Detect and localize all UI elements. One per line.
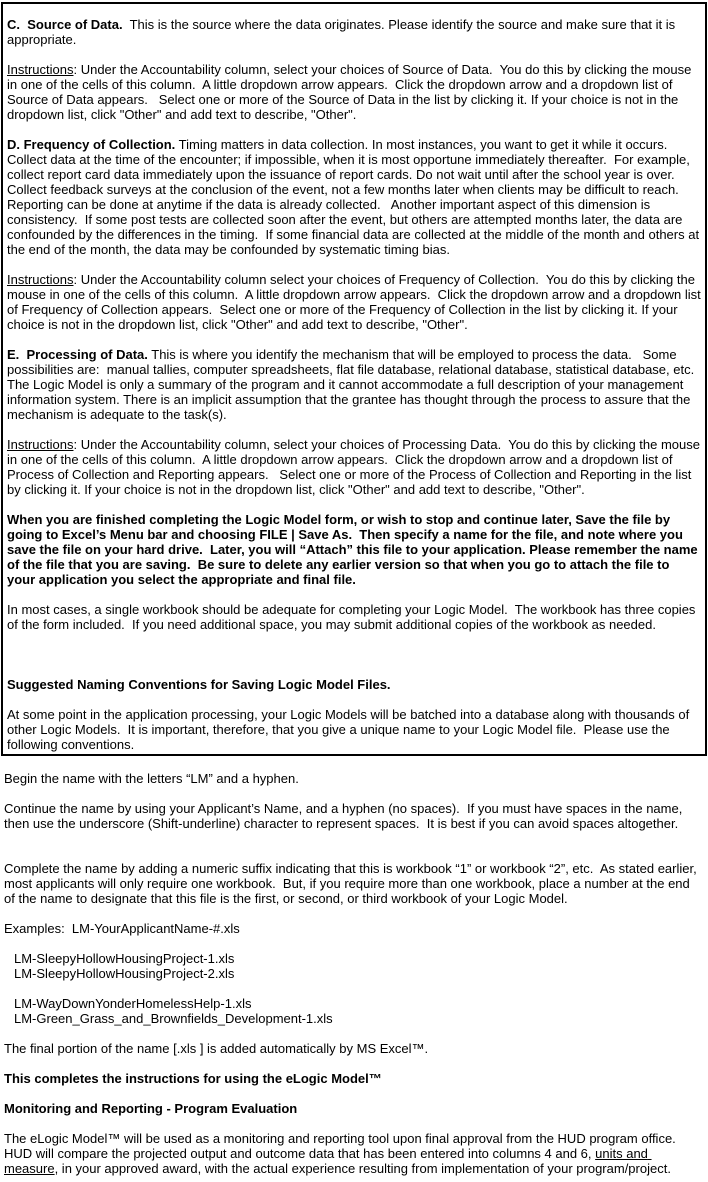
heading-monitoring-reporting-text-0: Monitoring and Reporting - Program Evaluation <box>4 1101 298 1116</box>
instructions-box <box>1 2 707 756</box>
para-d-frequency-of-collection <box>7 137 701 257</box>
para-complete-name <box>4 861 704 906</box>
para-e-processing-of-data-text-1: This is where you identify the mechanism that will be employed to process the data. Some possibilities are: manual tallies, computer spreadsheets, flat file database, relational database, statistical database, etc. The Logic Model is only a summary of the program and it cannot accommodate a full description of your management information system. There is an implicit assumption that the grantee has thought through the process to assure that the mechanism is adequate to the task(s). <box>7 347 702 422</box>
para-d-instructions-text-1: : Under the Accountability column select your choices of Frequency of Collection. You do this by clicking the mouse in one of the cells of this column. A little dropdown arrow appears. Click the dropdown arrow and a dropdown list of Frequency of Collection appears. Select one or more of the Frequency of Collection in the list by clicking it. If your choice is not in the dropdown list, click "Other" and add text to describe, "Other". <box>7 272 705 332</box>
example-file-4-text-0: LM-Green_Grass_and_Brownfields_Development-1.xls <box>14 1011 333 1026</box>
example-file-4 <box>4 1011 704 1026</box>
para-save-file-notice <box>7 512 701 587</box>
para-batched-database-text-0: At some point in the application processing, your Logic Models will be batched into a database along with thousands of other Logic Models. It is important, therefore, that you give a unique name to your Logic Model file. Please use the following conventions. <box>7 707 693 752</box>
para-monitoring-body-text-2: , in your approved award, with the actual experience resulting from implementation of your program/project. <box>54 1161 671 1176</box>
para-monitoring-body-text-0: The eLogic Model™ will be used as a monitoring and reporting tool upon final approval from the HUD program office. HUD will compare the projected output and outcome data that has been entered into columns 4 and 6, <box>4 1131 680 1161</box>
para-c-source-of-data <box>7 17 701 47</box>
para-c-instructions-text-0: Instructions <box>7 62 74 77</box>
para-c-source-of-data-text-1: This is the source where the data originates. Please identify the source and make sure that it is appropriate. <box>7 17 679 47</box>
heading-completes-instructions <box>4 1071 704 1086</box>
para-single-workbook-text-0: In most cases, a single workbook should be adequate for completing your Logic Model. The workbook has three copies of the form included. If you need additional space, you may submit additional copies of the workbook as needed. <box>7 602 700 632</box>
para-d-frequency-of-collection-text-0: D. Frequency of Collection. <box>7 137 176 152</box>
para-d-instructions-text-0: Instructions <box>7 272 74 287</box>
document-page <box>0 2 708 1176</box>
para-save-file-notice-text-0: When you are finished completing the Logic Model form, or wish to stop and continue later, Save the file by going to Excel’s Menu bar and choosing FILE | Save As. Then specify a name for the file, and note where you save the file on your hard drive. Later, you will “Attach” this file to your application. Please remember the name of the file that you are saving. Be sure to delete any earlier version so that when you go to attach the file to your application you select the appropriate and final file. <box>7 512 702 587</box>
para-d-frequency-of-collection-text-1: Timing matters in data collection. In most instances, you want to get it while it occurs. Collect data at the time of the encounter; if impossible, when it is most opportune immediately thereafter. For example, collect report card data immediately upon the issuance of report cards. Do not wait until after the school year is over. Collect feedback surveys at the conclusion of the event, not a few months later when clients may be difficult to reach. Reporting can be done at anytime if the data is already collected. Another important aspect of this dimension is consistency. If some post tests are collected soon after the event, but others are attempted months later, the data are confounded by the differences in the timing. If some financial data are collected at the middle of the month and others at the end of the month, the data may be confounded by systematic timing bias. <box>7 137 703 257</box>
para-complete-name-text-0: Complete the name by adding a numeric suffix indicating that this is workbook “1” or workbook “2”, etc. As stated earlier, most applicants will only require one workbook. But, if you require more than one workbook, place a number at the end of the name to designate that this file is the first, or second, or third workbook of your Logic Model. <box>4 861 701 906</box>
para-begin-name-text-0: Begin the name with the letters “LM” and a hyphen. <box>4 771 299 786</box>
example-file-2-text-0: LM-SleepyHollowHousingProject-2.xls <box>14 966 235 981</box>
para-e-instructions <box>7 437 704 497</box>
example-file-3 <box>4 996 704 1011</box>
para-examples-text-0: Examples: LM-YourApplicantName-#.xls <box>4 921 240 936</box>
heading-completes-instructions-text-0: This completes the instructions for using the eLogic Model™ <box>4 1071 382 1086</box>
para-continue-name-text-0: Continue the name by using your Applicant’s Name, and a hyphen (no spaces). If you must have spaces in the name, then use the underscore (Shift-underline) character to represent spaces. It is best if you can avoid spaces altogether. <box>4 801 686 831</box>
para-begin-name <box>4 771 704 786</box>
para-c-instructions-text-1: : Under the Accountability column, select your choices of Source of Data. You do this by clicking the mouse in one of the cells of this column. A little dropdown arrow appears. Click the dropdown arrow and a dropdown list of Source of Data appears. Select one or more of the Source of Data in the list by clicking it. If your choice is not in the dropdown list, click "Other" and add text to describe, "Other". <box>7 62 695 122</box>
para-e-instructions-text-0: Instructions <box>7 437 74 452</box>
para-batched-database <box>7 707 701 752</box>
heading-naming-conventions <box>7 677 701 692</box>
example-file-1-text-0: LM-SleepyHollowHousingProject-1.xls <box>14 951 235 966</box>
para-monitoring-body-text-1: units and measure <box>4 1146 652 1176</box>
naming-conventions-below <box>0 771 708 1176</box>
heading-naming-conventions-text-0: Suggested Naming Conventions for Saving Logic Model Files. <box>7 677 391 692</box>
para-e-processing-of-data <box>7 347 701 422</box>
example-file-2 <box>4 966 704 981</box>
example-file-1 <box>4 951 704 966</box>
para-examples <box>4 921 704 936</box>
para-d-instructions <box>7 272 705 332</box>
example-file-3-text-0: LM-WayDownYonderHomelessHelp-1.xls <box>14 996 252 1011</box>
para-c-instructions <box>7 62 701 122</box>
para-e-instructions-text-1: : Under the Accountability column, select your choices of Processing Data. You do this by clicking the mouse in one of the cells of this column. A little dropdown arrow appears. Click the dropdown arrow and a dropdown list of Process of Collection and Reporting appears. Select one or more of the Process of Collection and Reporting in the list by clicking it. If your choice is not in the dropdown list, click "Other" and add text to describe, "Other". <box>7 437 704 497</box>
para-c-source-of-data-text-0: C. Source of Data. <box>7 17 123 32</box>
para-monitoring-body <box>4 1131 704 1176</box>
para-single-workbook <box>7 602 701 632</box>
heading-monitoring-reporting <box>4 1101 704 1116</box>
para-xls-note <box>4 1041 704 1056</box>
para-e-processing-of-data-text-0: E. Processing of Data. <box>7 347 148 362</box>
para-continue-name <box>4 801 704 831</box>
para-xls-note-text-0: The final portion of the name [.xls ] is added automatically by MS Excel™. <box>4 1041 429 1056</box>
